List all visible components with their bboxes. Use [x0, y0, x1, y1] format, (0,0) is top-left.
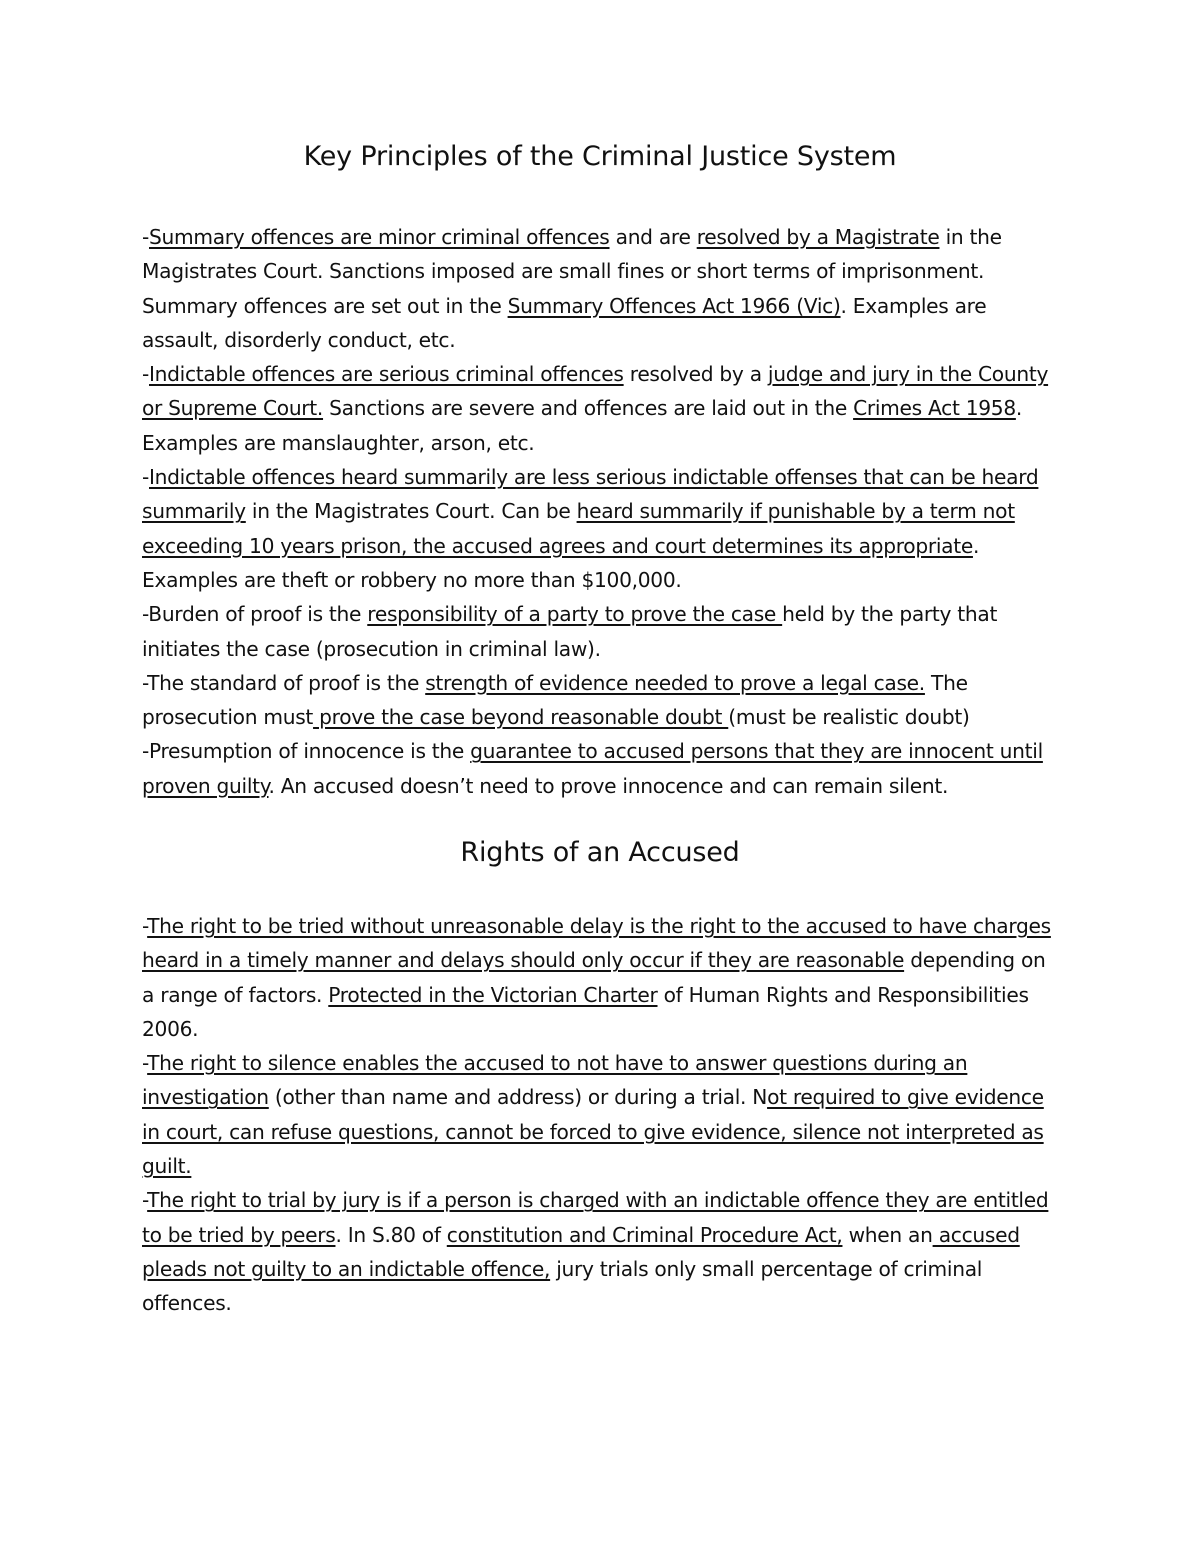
underlined-text: The right to silence enables the accused to not have to answer questions during an investigation	[142, 1051, 968, 1110]
text-run: -The standard of proof is the	[142, 670, 426, 695]
text-run: -	[142, 465, 149, 490]
paragraph	[142, 597, 1062, 666]
underlined-text: Summary Offences Act 1966 (Vic)	[507, 293, 841, 318]
text-run: in the Magistrates Court. Sanctions imposed are small fines or short terms of imprisonment. Summary offences are set out in the	[142, 225, 1002, 318]
underlined-text: heard summarily if punishable by a term not exceeding 10 years prison, the accused agrees and court determines its appropriate	[142, 499, 1015, 558]
text-run: -	[142, 914, 148, 938]
text-run: -	[142, 1188, 148, 1213]
text-run: -	[142, 362, 149, 387]
underlined-text: Indictable offences heard summarily are less serious indictable offenses that can be heard summarily	[142, 465, 1039, 524]
underlined-text: accused pleads not guilty to an indictable offence,	[142, 1222, 1020, 1281]
underlined-text: resolved by a Magistrate	[696, 225, 940, 249]
underlined-text: Protected in the Victorian Charter	[328, 982, 658, 1007]
text-run: Sanctions are severe and offences are laid out in the	[323, 396, 854, 421]
text-run: of Human Rights and Responsibilities 2006.	[142, 982, 1029, 1041]
underlined-text: ot required to give evidence in court, can refuse questions, cannot be forced to give evidence, silence not interpreted as guilt.	[142, 1085, 1044, 1179]
paragraph	[142, 220, 1062, 357]
underlined-text: Crimes Act 1958	[853, 396, 1016, 421]
text-run: jury trials only small percentage of criminal offences.	[142, 1256, 983, 1316]
paragraph	[142, 460, 1062, 597]
section-body-key-principles	[142, 220, 1062, 803]
underlined-text: Summary offences are minor criminal offences	[149, 225, 610, 249]
paragraph	[142, 1183, 1062, 1320]
underlined-text: constitution and Criminal Procedure Act,	[446, 1222, 843, 1247]
text-run: when an	[842, 1222, 933, 1247]
underlined-text: prove the case beyond reasonable doubt	[313, 705, 729, 730]
text-run: . Examples are assault, disorderly conduct, etc.	[142, 293, 987, 352]
text-run: . Examples are manslaughter, arson, etc.	[142, 396, 1022, 455]
underlined-text: responsibility of a party to prove the case	[367, 602, 783, 627]
paragraph	[142, 909, 1062, 1046]
underlined-text: guarantee to accused persons that they are innocent until proven guilty	[142, 739, 1043, 798]
underlined-text: judge and jury in the County or Supreme Court.	[142, 362, 1049, 421]
underlined-text: strength of evidence needed to prove a legal case.	[425, 670, 925, 695]
section-title-key-principles: Key Principles of the Criminal Justice System	[303, 141, 897, 172]
paragraph	[142, 666, 1062, 735]
section-title-rights-of-accused: Rights of an Accused	[460, 837, 740, 868]
text-run: . Examples are theft or robbery no more than $100,000.	[142, 533, 980, 592]
text-run: -	[142, 1051, 148, 1076]
text-run: and are	[609, 225, 697, 249]
text-run: depending on a range of factors.	[142, 948, 1046, 1007]
text-run: in the Magistrates Court. Can be	[245, 499, 577, 524]
text-run: -Presumption of innocence is the	[142, 739, 471, 764]
text-run: held by the party that initiates the case (prosecution in criminal law).	[142, 602, 998, 661]
underlined-text: The right to be tried without unreasonable delay is the right to the accused to have charges heard in a timely manner and delays should only occur if they are reasonable	[142, 914, 1051, 973]
text-run: (other than name and address) or during a trial. N	[268, 1085, 768, 1110]
underlined-text: Indictable offences are serious criminal offences	[149, 362, 624, 387]
text-run: -Burden of proof is the	[142, 602, 368, 627]
text-run: (must be realistic doubt)	[728, 705, 970, 730]
paragraph	[142, 1046, 1062, 1183]
section-body-rights-of-accused	[142, 909, 1062, 1321]
underlined-text: The right to trial by jury is if a person is charged with an indictable offence they are entitled to be tried by peers	[142, 1188, 1049, 1247]
text-run: resolved by a	[623, 362, 768, 387]
text-run: -	[142, 225, 149, 249]
text-run: The prosecution must	[142, 670, 968, 730]
text-run: . An accused doesn’t need to prove innocence and can remain silent.	[268, 773, 949, 798]
paragraph	[142, 357, 1062, 460]
paragraph	[142, 734, 1062, 803]
text-run: . In S.80 of	[335, 1222, 447, 1247]
